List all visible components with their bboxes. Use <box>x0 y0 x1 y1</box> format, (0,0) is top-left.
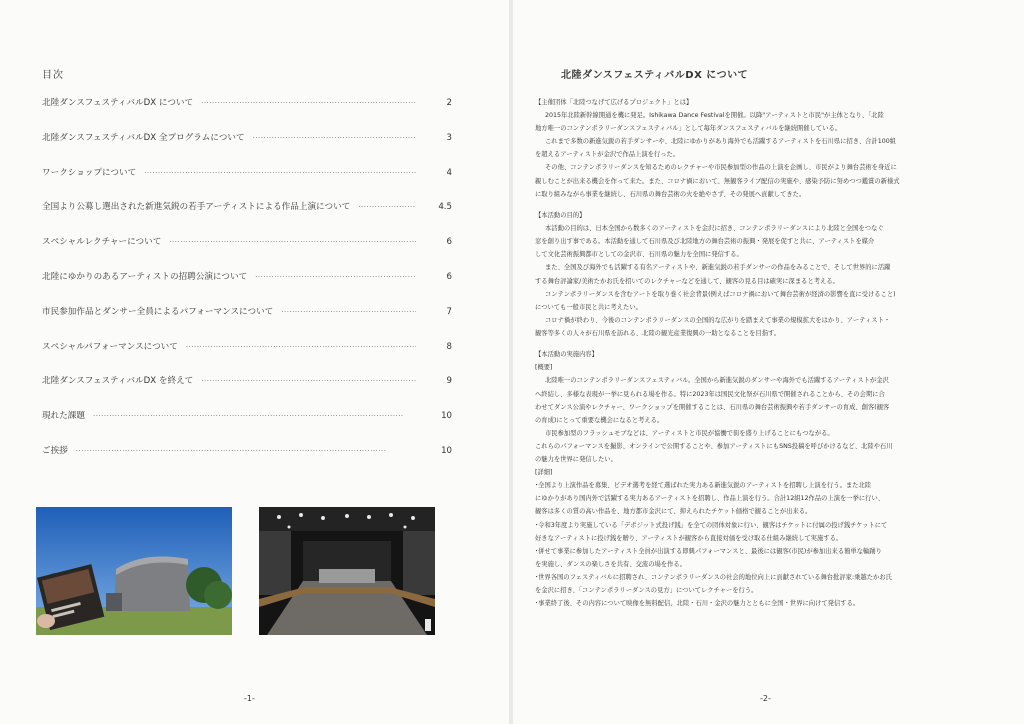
text-line: 地方唯一のコンテンポラリーダンスフェスティバル」として毎年ダンスフェスティバルを継続開催している。 <box>535 125 842 133</box>
toc-entry <box>42 409 452 444</box>
toc-entry-page: 4 <box>446 167 452 178</box>
toc-entry-page: 6 <box>446 271 452 282</box>
text-line: コンテンポラリーダンスを含むアートを取り巻く社会背景(例えばコロナ禍において舞台芸術が経済の影響を直に受けること) <box>545 290 896 298</box>
toc-entry-title: 現れた課題 <box>42 411 85 422</box>
toc-entry-page: 10 <box>441 445 452 456</box>
text-line: 【本活動の目的】 <box>535 212 586 220</box>
text-line: 【主催団体「北陸つなげて広げるプロジェクト」とは】 <box>535 99 693 106</box>
toc-dot-leader <box>186 343 416 351</box>
text-line: 観客は多くの質の高い作品を、地方都市金沢にて、抑えられたチケット価格で観ることが出来る。 <box>535 508 812 516</box>
text-line: する舞台評論家/美術たかお氏を招いてのレクチャーなどを通して、観客の見る目は確実に深まると考える。 <box>535 277 839 285</box>
toc-entry <box>42 305 452 340</box>
toc-entry-page: 2 <box>446 98 452 108</box>
text-line: にゆかりがあり国内外で活躍する実力あるアーティストを招聘し、作品上演を行う。合計12組12作品の上演を一挙に行い、 <box>535 495 885 503</box>
text-line: 北陸唯一のコンテンポラリーダンスフェスティバル。全国から新進気鋭のダンサーや海外でも活躍するアーティストが金沢 <box>545 377 889 385</box>
table-of-contents <box>42 96 452 479</box>
toc-dot-leader <box>253 134 416 142</box>
toc-heading: 目次 <box>42 70 64 81</box>
text-line: ･事業終了後、その内容について映像を無料配信、北陸・石川・金沢の魅力とともに全国・世界に向けて発信する。 <box>535 600 860 608</box>
text-line: についても一般市民と共に考えたい。 <box>535 303 642 311</box>
toc-dot-leader <box>201 377 416 385</box>
page-1 <box>0 0 509 724</box>
text-line: に取り組みながら事業を継続し、石川県の舞台芸術の火を絶やさず、その発展へ貢献してきた。 <box>535 190 806 198</box>
toc-entry <box>42 340 452 375</box>
text-line: [概要] <box>535 364 553 372</box>
text-line: ･令和3年度より実施している「デポジット式投げ銭」を全ての団体対象に行い、観客はチケットに付属の投げ銭チケットにて <box>535 521 888 529</box>
text-line: 【本活動の実施内容】 <box>535 351 598 359</box>
text-line: を実施し、ダンスの楽しさを共有、交流の場を作る。 <box>535 560 686 568</box>
toc-entry <box>42 374 452 409</box>
page-number: -2- <box>760 694 771 703</box>
text-line: ･全国より上演作品を募集、ビデオ選考を経て選ばれた実力ある新進気鋭のアーティストを招聘し上演を行う。また北陸 <box>535 482 872 490</box>
text-line: を金沢に招き、「コンテンポラリーダンスの見方」についてレクチャーを行う。 <box>535 586 758 594</box>
toc-entry-page: 10 <box>441 411 452 422</box>
text-line: また、全国及び海外でも活躍する有名アーティストや、新進気鋭の若手ダンサーの作品をみることで、そして世界的に活躍 <box>545 264 891 272</box>
toc-entry-page: 7 <box>446 306 452 317</box>
toc-entry-page: 3 <box>446 132 452 143</box>
toc-entry-title: 北陸にゆかりのあるアーティストの招聘公演について <box>42 271 248 282</box>
toc-dot-leader <box>255 273 416 281</box>
toc-entry-title: スペシャルパフォーマンスについて <box>42 341 178 352</box>
text-line: これまで多数の新進気鋭の若手ダンサーや、北陸にゆかりがあり海外でも活躍するアーティストを石川県に招き、合計100組 <box>545 138 897 146</box>
text-line: 親しむことが出来る機会を作って来た。また、コロナ禍において、無観客ライブ配信の実施や、感染予防に努めつつ鑑賞の新様式 <box>535 177 900 185</box>
toc-entry <box>42 166 452 201</box>
toc-dot-leader <box>76 447 416 455</box>
text-line: の育成)にとって重要な機会になると考える。 <box>535 416 664 424</box>
toc-entry-title: 北陸ダンスフェスティバルDX について <box>42 98 194 108</box>
toc-entry-page: 8 <box>446 341 452 352</box>
text-line: [詳細] <box>535 469 553 477</box>
body-text <box>535 96 985 610</box>
toc-entry-title: 北陸ダンスフェスティバルDX 全プログラムについて <box>42 132 245 143</box>
toc-entry <box>42 270 452 305</box>
text-line: 観客等多くの人々が石川県を訪れる、北陸の観光産業復興の一助となることを目指す。 <box>535 329 781 337</box>
toc-entry <box>42 96 452 131</box>
toc-entry-title: ワークショップについて <box>42 167 137 178</box>
toc-entry-title: 全国より公募し選出された新進気鋭の若手アーティストによる作品上演について <box>42 202 351 213</box>
text-line: 市民参加型のフラッシュモブなどは、アーティストと市民が協働で街を盛り上げることにもつながる。 <box>545 429 834 437</box>
page-2 <box>513 0 1024 724</box>
paragraph-gap <box>535 340 985 348</box>
toc-entry <box>42 131 452 166</box>
text-line: わせてダンス公演やレクチャー、ワークショップを開催することは、石川県の舞台芸術振興や若手ダンサーの育成、創客(観客 <box>535 403 890 411</box>
toc-entry <box>42 200 452 235</box>
toc-dot-leader <box>281 308 416 316</box>
toc-entry-title: 北陸ダンスフェスティバルDX を終えて <box>42 376 194 387</box>
text-line: 窓を創り出す事である。本活動を通して石川県及び北陸地方の舞台芸術の振興・発展を促すと共に、アーティストを媒介 <box>535 238 875 246</box>
toc-entry-title: ご挨拶 <box>42 445 68 456</box>
text-line: 2015年北陸新幹線開通を機に発足。Ishikawa Dance Festivalを開催。以降"アーティストと市民"が主体となり、「北陸 <box>545 112 884 120</box>
toc-dot-leader <box>93 412 416 420</box>
toc-entry-title: 市民参加作品とダンサー全員によるパフォーマンスについて <box>42 306 274 317</box>
toc-dot-leader <box>144 169 416 177</box>
toc-dot-leader <box>358 203 416 211</box>
photo-theater-interior <box>259 507 435 635</box>
page-number: -1- <box>244 694 255 703</box>
text-line: ･世界各国のフェスティバルに招聘され、コンテンポラリーダンスの社会的地位向上に貢献されている舞台批評家:乗越たかお氏 <box>535 573 892 581</box>
text-line: その他、コンテンポラリーダンスを知るためのレクチャーや市民参加型の作品の上演を企画し、市民がより舞台芸術を身近に <box>545 164 897 172</box>
text-line: 好きなアーティストに投げ銭を贈り、アーティストが観客から直接対価を受け取る仕組み継続して実施する。 <box>535 534 843 542</box>
toc-entry-page: 4.5 <box>438 202 452 213</box>
text-line: を超えるアーティストが金沢で作品上演を行った。 <box>535 151 680 159</box>
toc-entry-page: 9 <box>446 376 452 387</box>
photo-theater-exterior <box>36 507 232 635</box>
text-line: の魅力を世界に発信したい。 <box>535 456 617 464</box>
toc-dot-leader <box>201 99 416 107</box>
toc-entry-title: スペシャルレクチャーについて <box>42 237 162 248</box>
text-line: 本活動の目的は、日本全国から数多くのアーティストを金沢に招き、コンテンポラリーダンスにより北陸と全国をつなぐ <box>545 225 884 233</box>
toc-dot-leader <box>169 238 416 246</box>
text-line: して文化芸術振興都市としての金沢市、石川県の魅力を全国に発信する。 <box>535 251 743 259</box>
text-line: へ終結し、多様な表現が一挙に見られる場を作る。特に2023年は国民文化祭が石川県で開催されることから、その会期に合 <box>535 390 885 398</box>
toc-entry <box>42 235 452 270</box>
text-line: コロナ禍が終わり、今後のコンテンポラリーダンスの全国的な広がりを踏まえて事業の規模拡大をはかり、アーティスト・ <box>545 316 891 324</box>
paragraph-gap <box>535 201 985 209</box>
toc-entry <box>42 444 452 479</box>
page-title: 北陸ダンスフェスティバルDX について <box>561 70 749 81</box>
text-line: これらのパフォーマンスを撮影、オンラインで公開することや、参加アーティストにもSNS投稿を呼びかけるなど、北陸や石川 <box>535 442 893 450</box>
text-line: ･併せて事業に参加したアーティスト全員が出演する即興パフォーマンスと、最後には観客(市民)が参加出来る簡単な輪踊り <box>535 547 882 555</box>
toc-entry-page: 6 <box>446 237 452 248</box>
